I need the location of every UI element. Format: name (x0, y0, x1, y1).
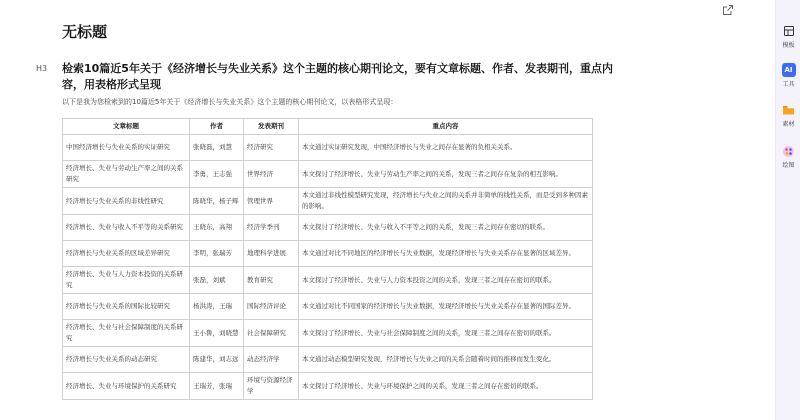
template-icon (782, 24, 796, 38)
cell-authors[interactable]: 陈晓华，杨子辉 (190, 188, 244, 215)
cell-authors[interactable]: 王晓东，高翔 (190, 215, 244, 241)
cell-title[interactable]: 经济增长、失业与环境保护的关系研究 (63, 373, 190, 400)
cell-authors[interactable]: 李明，张瑞芳 (190, 241, 244, 267)
ai-icon: AI (782, 63, 796, 77)
header-journal[interactable]: 发表期刊 (244, 119, 299, 135)
cell-title[interactable]: 经济增长与失业关系的非线性研究 (63, 188, 190, 215)
cell-journal[interactable]: 环境与资源经济学 (244, 373, 299, 400)
cell-journal[interactable]: 动态经济学 (244, 347, 299, 373)
cell-title[interactable]: 经济增长、失业与劳动生产率之间的关系研究 (63, 161, 190, 188)
cell-title[interactable]: 经济增长与失业关系的国际比较研究 (63, 294, 190, 320)
table-row (63, 241, 593, 267)
cell-journal[interactable]: 国际经济评论 (244, 294, 299, 320)
cell-authors[interactable]: 王小鲁，刘晓慧 (190, 320, 244, 347)
sidebar-item-materials[interactable] (776, 103, 800, 128)
table-header-row (63, 119, 593, 135)
sidebar-item-label: 绘图 (782, 162, 795, 169)
heading-level-marker[interactable]: H3 (36, 64, 48, 73)
header-authors[interactable]: 作者 (190, 119, 244, 135)
cell-content[interactable]: 本文通过动态模型研究发现，经济增长与失业之间的关系会随着时间的推移而发生变化。 (299, 347, 593, 373)
cell-content[interactable]: 本文探讨了经济增长、失业与社会保障制度之间的关系，发现三者之间存在密切的联系。 (299, 320, 593, 347)
cell-authors[interactable]: 杨洪涛，王瑞 (190, 294, 244, 320)
sidebar-item-template[interactable] (776, 24, 800, 49)
cell-content[interactable]: 本文通过对比不同国家的经济增长与失业数据，发现经济增长与失业关系存在显著的国际差异。 (299, 294, 593, 320)
table-row (63, 161, 593, 188)
table-row (63, 267, 593, 294)
cell-title[interactable]: 经济增长、失业与社会保障制度的关系研究 (63, 320, 190, 347)
cell-title[interactable]: 经济增长、失业与人力资本投资的关系研究 (63, 267, 190, 294)
paint-icon (782, 144, 796, 158)
cell-content[interactable]: 本文探讨了经济增长、失业与收入不平等之间的关系，发现三者之间存在密切的联系。 (299, 215, 593, 241)
section-heading[interactable]: 检索10篇近5年关于《经济增长与失业关系》这个主题的核心期刊论文，要有文章标题、作者、发表期刊，重点内容，用表格形式呈现 (62, 62, 613, 91)
header-content[interactable]: 重点内容 (299, 119, 593, 135)
table-row (63, 320, 593, 347)
table-row (63, 135, 593, 161)
table-row (63, 215, 593, 241)
right-sidebar (775, 0, 800, 420)
cell-title[interactable]: 经济增长与失业关系的区域差异研究 (63, 241, 190, 267)
share-icon[interactable] (722, 4, 734, 16)
cell-journal[interactable]: 世界经济 (244, 161, 299, 188)
cell-content[interactable]: 本文通过对比不同地区的经济增长与失业数据，发现经济增长与失业关系存在显著的区域差异。 (299, 241, 593, 267)
cell-title[interactable]: 中国经济增长与失业关系的实证研究 (63, 135, 190, 161)
cell-authors[interactable]: 陈建华，刘志远 (190, 347, 244, 373)
cell-content[interactable]: 本文通过非线性模型研究发现，经济增长与失业之间的关系并非简单的线性关系，而是受到多种因素的影响。 (299, 188, 593, 215)
cell-authors[interactable]: 王瑞芳，张瑞 (190, 373, 244, 400)
cell-journal[interactable]: 管理世界 (244, 188, 299, 215)
page-title[interactable]: 无标题 (62, 23, 108, 41)
cell-content[interactable]: 本文通过实证研究发现，中国经济增长与失业之间存在显著的负相关关系。 (299, 135, 593, 161)
cell-content[interactable]: 本文探讨了经济增长、失业与劳动生产率之间的关系，发现三者之间存在复杂的相互影响。 (299, 161, 593, 188)
intro-paragraph[interactable]: 以下是我为您检索到的10篇近5年关于《经济增长与失业关系》这个主题的核心期刊论文，以表格形式呈现： (62, 98, 398, 106)
cell-title[interactable]: 经济增长、失业与收入不平等的关系研究 (63, 215, 190, 241)
sidebar-item-tools[interactable] (776, 63, 800, 88)
header-title[interactable]: 文章标题 (63, 119, 190, 135)
folder-icon (782, 103, 796, 117)
sidebar-item-draw[interactable] (776, 144, 800, 169)
cell-journal[interactable]: 地理科学进展 (244, 241, 299, 267)
sidebar-item-label: 工具 (782, 81, 795, 88)
papers-table (62, 118, 593, 400)
cell-authors[interactable]: 张磊，刘斌 (190, 267, 244, 294)
cell-authors[interactable]: 李勇，王志强 (190, 161, 244, 188)
table-row (63, 294, 593, 320)
cell-title[interactable]: 经济增长与失业关系的动态研究 (63, 347, 190, 373)
cell-content[interactable]: 本文探讨了经济增长、失业与人力资本投资之间的关系，发现三者之间存在密切的联系。 (299, 267, 593, 294)
cell-authors[interactable]: 张晓磊，刘慧 (190, 135, 244, 161)
cell-content[interactable]: 本文探讨了经济增长、失业与环境保护之间的关系，发现三者之间存在密切的联系。 (299, 373, 593, 400)
table-row (63, 347, 593, 373)
cell-journal[interactable]: 经济学季刊 (244, 215, 299, 241)
sidebar-item-label: 素材 (782, 121, 795, 128)
cell-journal[interactable]: 经济研究 (244, 135, 299, 161)
cell-journal[interactable]: 教育研究 (244, 267, 299, 294)
cell-journal[interactable]: 社会保障研究 (244, 320, 299, 347)
sidebar-item-label: 模板 (782, 42, 795, 49)
table-row (63, 188, 593, 215)
table-row (63, 373, 593, 400)
